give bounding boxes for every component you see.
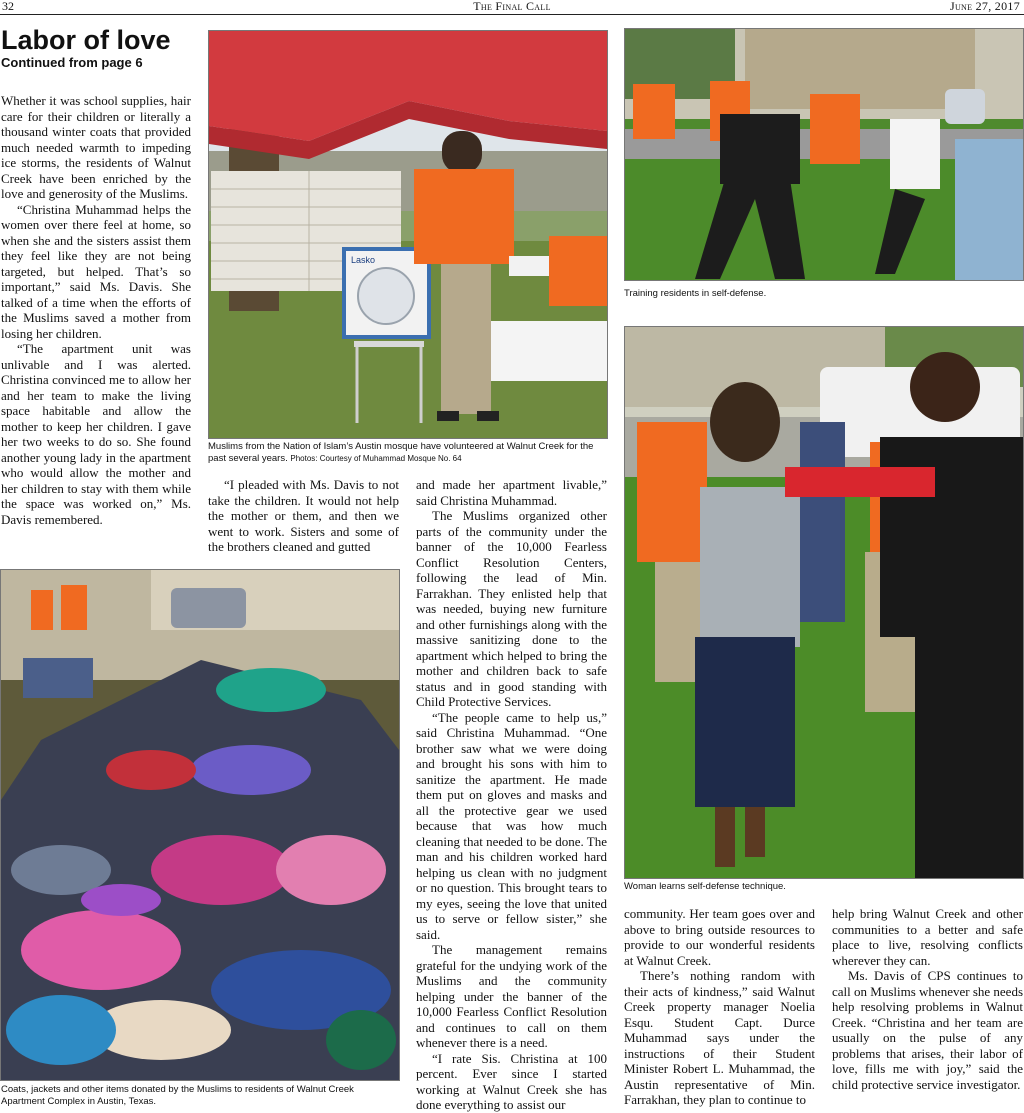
paragraph: community. Her team goes over and above to bring outside resources to provide to our wonderful residents at Walnut Creek. bbox=[624, 906, 815, 968]
photo-caption-coats: Coats, jackets and other items donated by the Muslims to residents of Walnut Creek Apartment Complex in Austin, Texas. bbox=[1, 1084, 354, 1107]
article-title: Labor of love bbox=[1, 25, 171, 55]
paragraph: “I rate Sis. Christina at 100 percent. Ever since I started working at Walnut Creek she has done everything to assist our bbox=[416, 1050, 607, 1112]
page-header bbox=[0, 0, 1024, 15]
article-column-2 bbox=[208, 477, 399, 555]
paragraph: help bring Walnut Creek and other communities to a better and safe place to live, resolving conflicts wherever they can. bbox=[832, 906, 1023, 968]
article-column-5 bbox=[832, 906, 1023, 1092]
photo-woman-self-defense bbox=[624, 326, 1024, 879]
photo-caption-tent bbox=[208, 441, 606, 465]
photo-caption-self-defense: Training residents in self-defense. bbox=[624, 288, 767, 299]
paragraph: Ms. Davis of CPS continues to call on Muslims whenever she needs help resolving problems in Walnut Creek. “Christina and her team are usually on the pulse of any problems that arises, their labor of love, fills me with joy,” said the child protective service investigator. bbox=[832, 968, 1023, 1092]
paragraph: Whether it was school supplies, hair care for their children or literally a thousand winter coats that provided much needed warmth to impeding ice storms, the residents of Walnut Creek have been enriched by the love and generosity of the Muslims. bbox=[1, 93, 191, 201]
article-column-3 bbox=[416, 477, 607, 1113]
issue-date: June 27, 2017 bbox=[949, 0, 1020, 13]
paragraph: and made her apartment livable,” said Christina Muhammad. bbox=[416, 477, 607, 508]
continued-line: Continued from page 6 bbox=[1, 55, 143, 70]
photo-caption-woman: Woman learns self-defense technique. bbox=[624, 881, 786, 892]
fan-box-label: Lasko bbox=[351, 255, 376, 265]
publication-name: The Final Call bbox=[473, 0, 551, 13]
photo-self-defense-training bbox=[624, 28, 1024, 281]
article-column-1 bbox=[1, 93, 191, 527]
page-number: 32 bbox=[2, 0, 14, 13]
paragraph: The Muslims organized other parts of the community under the banner of the 10,000 Fearless Conflict Resolution Centers, following the lead of Min. Farrakhan. They enlisted help that was needed, buying new furniture and other furnishings along with the massive sanitizing done to the apartment which helped to bring the mother and children back to safe status and in good standing with Child Protective Services. bbox=[416, 508, 607, 709]
photo-credit: Photos: Courtesy of Muhammad Mosque No. 64 bbox=[290, 454, 462, 463]
paragraph: The management remains grateful for the undying work of the Muslims and the community helping under the banner of the 10,000 Fearless Conflict Resolution and continues to call on them whenever there is a need. bbox=[416, 942, 607, 1050]
paragraph: “The people came to help us,” said Christina Muhammad. “One brother saw what we were doing and brought his sons with him to sanitize the apartment. He made them put on gloves and masks and all the protective gear we used because that was how much cleaning that needed to be done. The man and his children worked hard helping us clean with no judgment or no question. This brought tears to my eyes, seeing the love that united us to serve or fellow sister,” she said. bbox=[416, 709, 607, 942]
caption-text: Muslims from the Nation of Islam’s Austin mosque have volunteered at Walnut Creek for the past several years. bbox=[208, 441, 594, 464]
paragraph: “The apartment unit was unlivable and I was alerted. Christina convinced me to allow her and her team to make the living space habitable and allow the mother to keep her children. I gave her two weeks to do so. She found another young lady in the apartment who would allow the mother and her children to stay with them while the space was worked on,” Ms. Davis remembered. bbox=[1, 341, 191, 527]
photo-donated-coats bbox=[0, 569, 400, 1081]
photo-tent-volunteers bbox=[208, 30, 608, 439]
paragraph: There’s nothing random with their acts of kindness,” said Walnut Creek property manager Noelia Esqu. Student Capt. Durce Muhammad says under the instructions of their Student Minister Robert L. Muhammad, the Austin representative of Min. Farrakhan, they plan to continue to bbox=[624, 968, 815, 1107]
article-column-4 bbox=[624, 906, 815, 1108]
paragraph: “I pleaded with Ms. Davis to not take the children. It would not help the mother or them, and then we went to work. Sisters and some of the brothers cleaned and gutted bbox=[208, 477, 399, 554]
paragraph: “Christina Muhammad helps the women over there feel at home, so when she and the sisters assist them they feel like they are not being targeted, but helped. That’s so important,” said Ms. Davis. She talked of a time when the efforts of the Muslims saved a mother from losing her children. bbox=[1, 201, 191, 341]
